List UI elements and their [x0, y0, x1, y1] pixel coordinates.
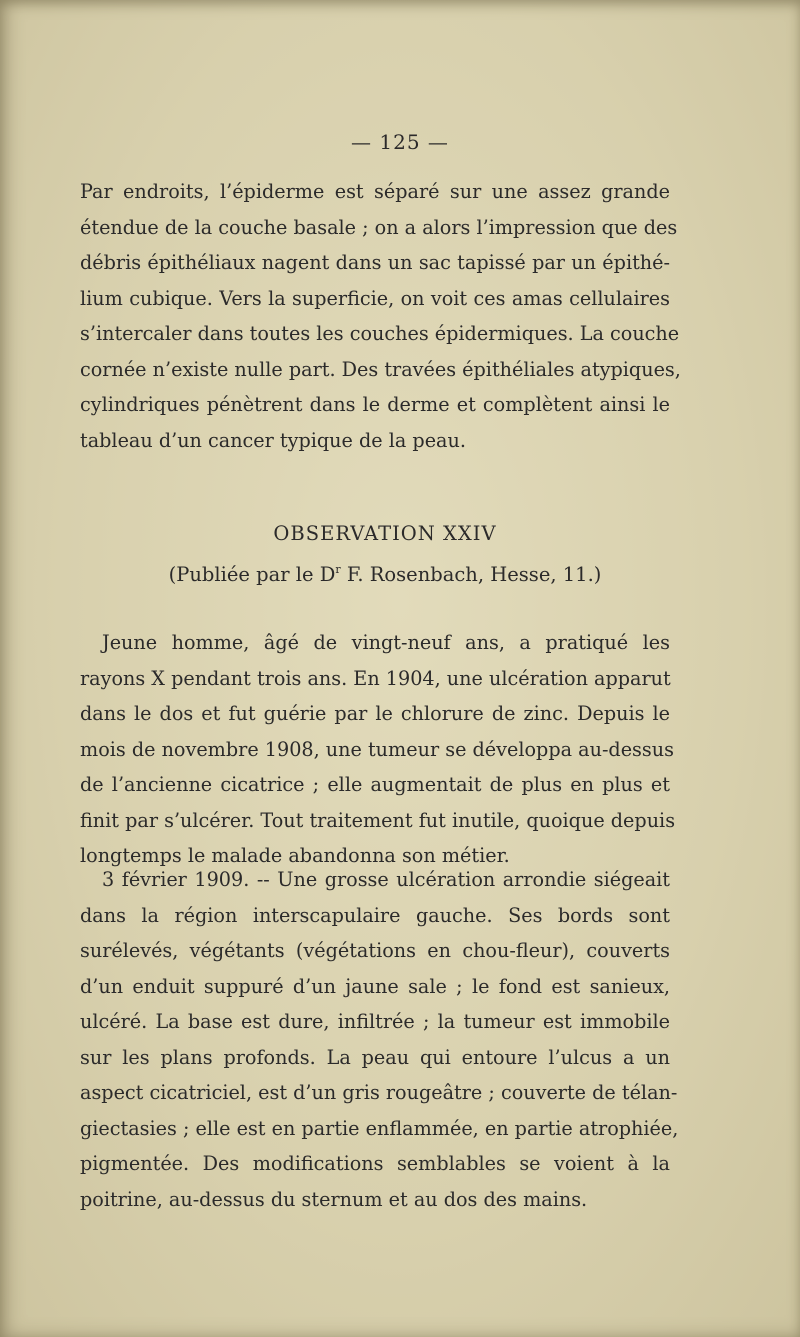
text-line: mois de novembre 1908, une tumeur se développa au-dessus	[80, 737, 674, 761]
text-line: Jeune homme, âgé de vingt-neuf ans, a pratiqué les	[102, 631, 670, 654]
text-line: étendue de la couche basale ; on a alors l’impression que des	[80, 215, 678, 239]
observation-title: OBSERVATION XXIV	[273, 522, 497, 545]
text-line: s’intercaler dans toutes les couches épidermiques. La couche	[80, 322, 680, 345]
text-line: Par endroits, l’épiderme est séparé sur une assez grande	[80, 180, 670, 203]
page-number: — 125 —	[351, 130, 449, 154]
text-line: surélevés, végétants (végétations en chou-fleur), couverts	[80, 939, 670, 962]
text-line: rayons X pendant trois ans. En 1904, une ulcération apparut	[80, 666, 671, 690]
observation-subtitle	[0, 563, 770, 586]
text-line: sur les plans profonds. La peau qui entoure l’ulcus a un	[80, 1045, 670, 1069]
paragraph-examination	[80, 862, 679, 1217]
text-line: de l’ancienne cicatrice ; elle augmentait de plus en plus et	[80, 773, 670, 796]
text-line: tableau d’un cancer typique de la peau.	[80, 428, 466, 452]
paragraph-case-history	[80, 625, 676, 874]
subtitle-superscript: r	[335, 563, 341, 576]
text-line: longtemps le malade abandonna son métier.	[80, 844, 510, 867]
text-line: pigmentée. Des modifications semblables se voient à la	[80, 1152, 670, 1175]
text-line: 3 février 1909. -- Une grosse ulcération arrondie siégeait	[102, 868, 670, 891]
text-line: lium cubique. Vers la superficie, on voit ces amas cellulaires	[80, 286, 670, 310]
text-line: poitrine, au-dessus du sternum et au dos des mains.	[80, 1187, 588, 1211]
text-line: débris épithéliaux nagent dans un sac tapissé par un épithé-	[80, 251, 670, 274]
text-line: cylindriques pénètrent dans le derme et complètent ainsi le	[80, 393, 670, 416]
text-line: ulcéré. La base est dure, infiltrée ; la tumeur est immobile	[80, 1010, 670, 1033]
text-line: d’un enduit suppuré d’un jaune sale ; le fond est sanieux,	[80, 974, 670, 998]
text-line: dans le dos et fut guérie par le chlorure de zinc. Depuis le	[80, 702, 670, 725]
text-line: finit par s’ulcérer. Tout traitement fut inutile, quoique depuis	[80, 808, 676, 832]
subtitle-part: F. Rosenbach, Hesse, 11.)	[340, 563, 602, 586]
paragraph-histology	[80, 174, 681, 458]
text-line: cornée n’existe nulle part. Des travées épithéliales atypiques,	[80, 357, 681, 381]
subtitle-part: (Publiée par le D	[168, 563, 336, 586]
text-line: aspect cicatriciel, est d’un gris rougeâtre ; couverte de télan-	[80, 1081, 678, 1104]
text-line: dans la région interscapulaire gauche. Ses bords sont	[80, 903, 670, 927]
text-line: giectasies ; elle est en partie enflammée, en partie atrophiée,	[80, 1116, 679, 1140]
